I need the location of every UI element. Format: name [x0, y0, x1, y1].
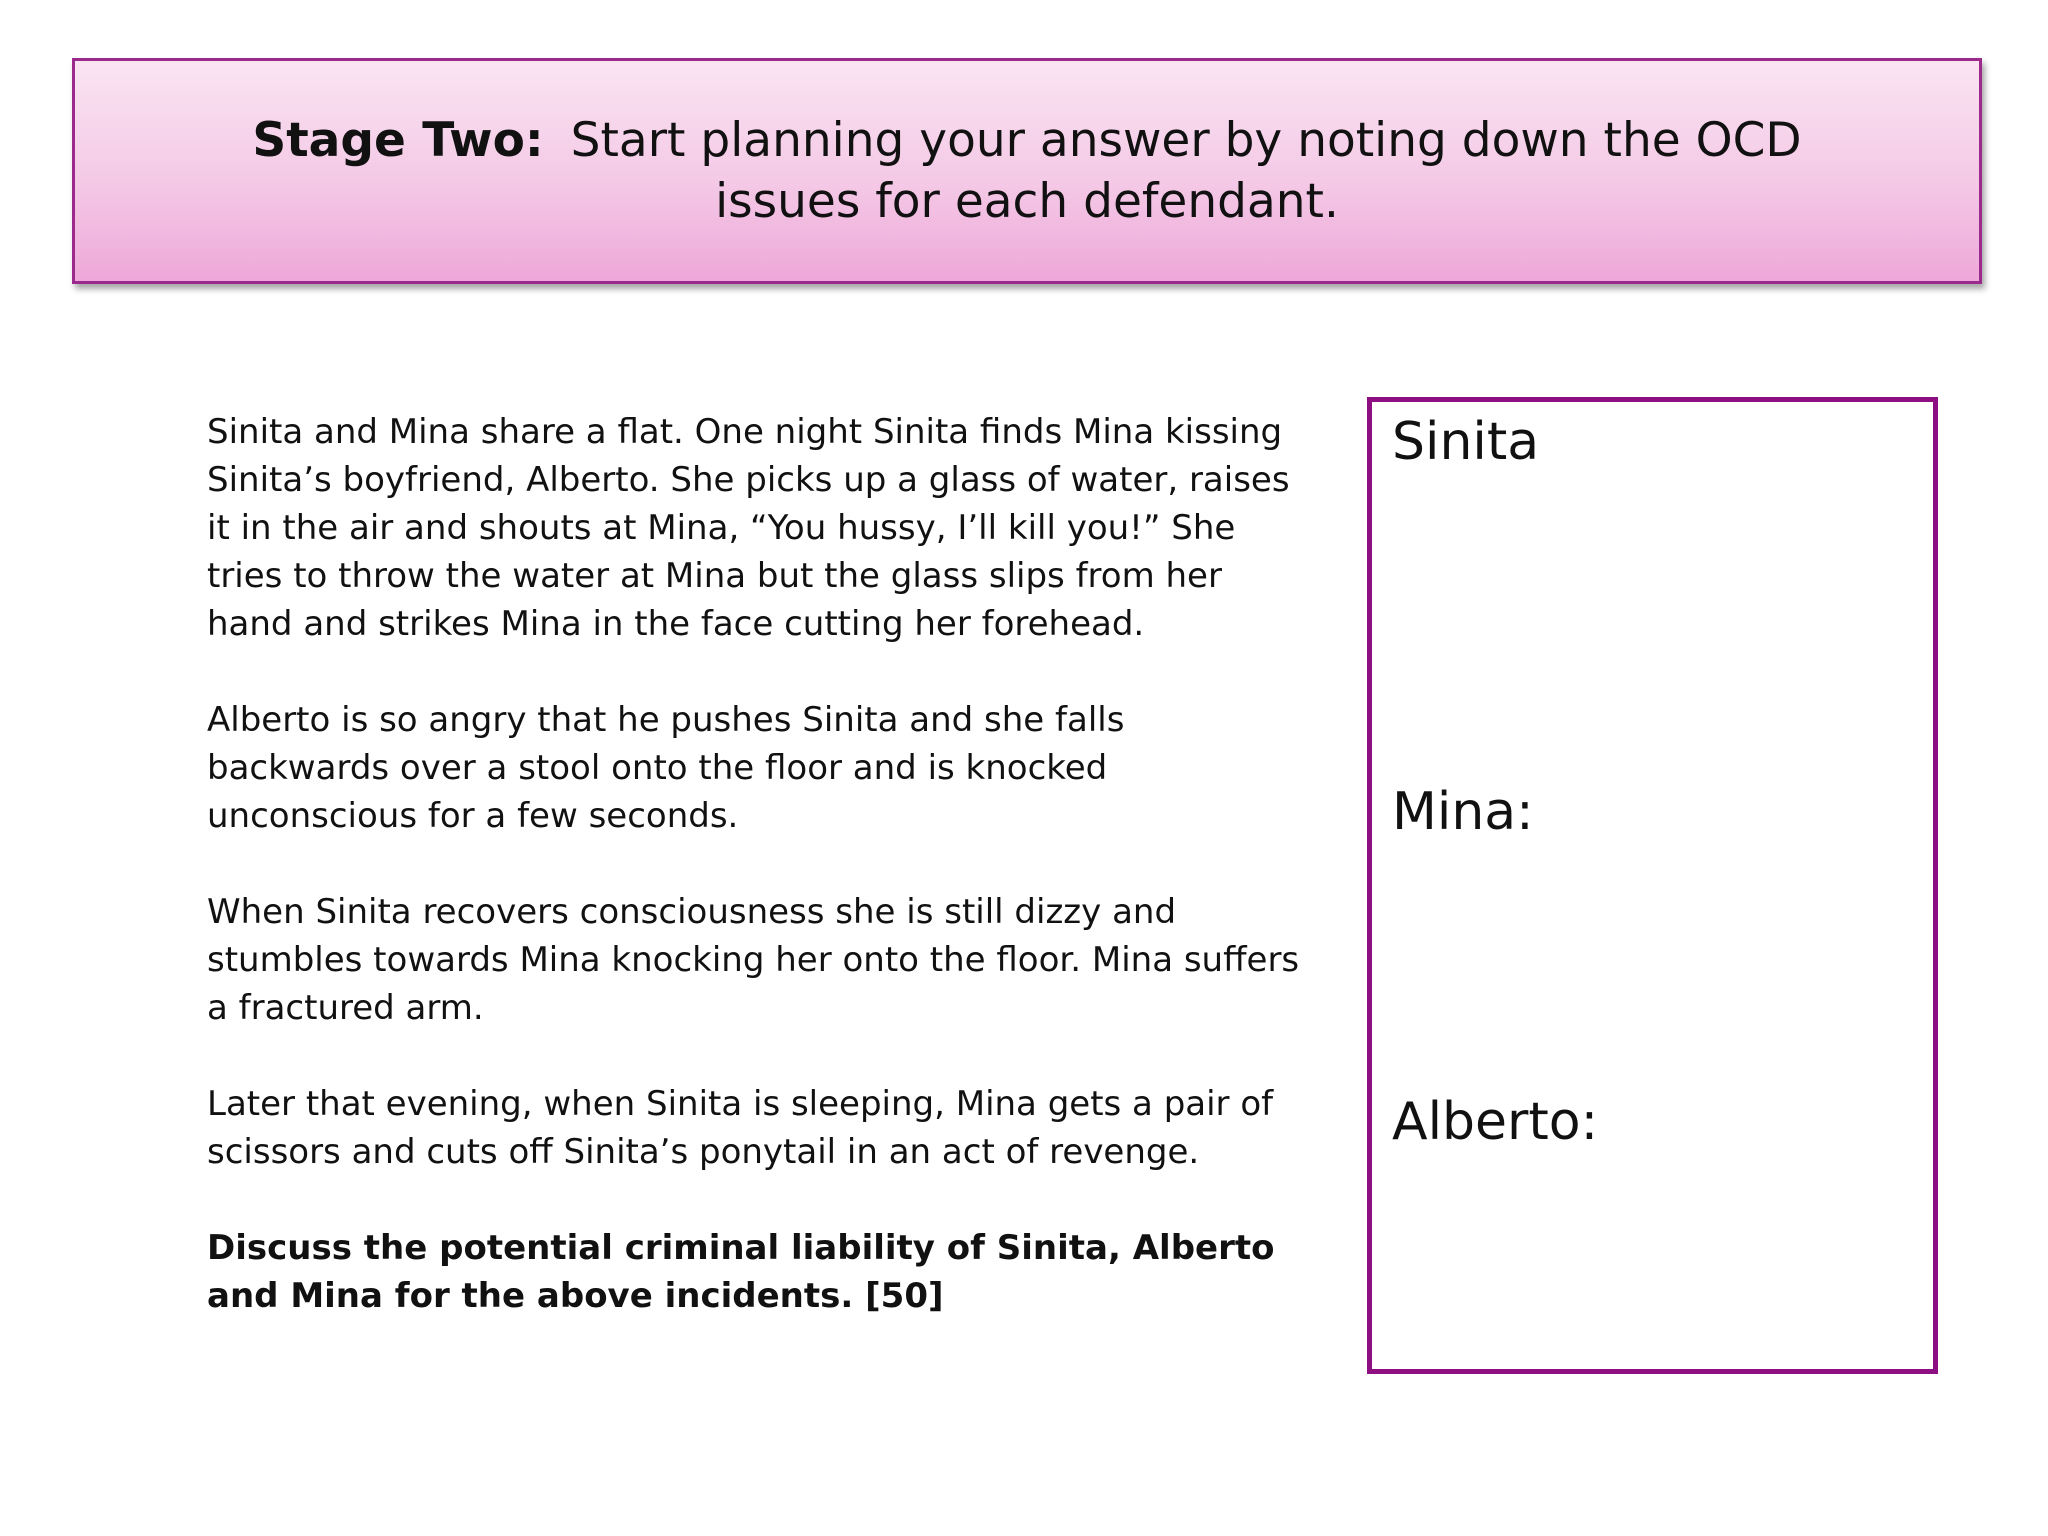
sinita-label: Sinita: [1392, 412, 1540, 472]
scenario-paragraph-3: When Sinita recovers consciousness she is still dizzy and stumbles towards Mina knocking her onto the floor. Mina suffers a fractured arm.: [207, 892, 1300, 1028]
scenario-paragraph-1: Sinita and Mina share a flat. One night Sinita finds Mina kissing Sinita’s boyfriend, Alberto. She picks up a glass of water, raises it in the air and shouts at Mina, “You hussy, I’ll kill you!” She tries to throw the water at Mina but the glass slips from her hand and strikes Mina in the face cutting her forehead.: [207, 412, 1290, 644]
scenario-paragraph-2: Alberto is so angry that he pushes Sinita and she falls backwards over a stool onto the floor and is knocked unconscious for a few seconds.: [207, 700, 1125, 836]
header-banner: [72, 58, 1982, 284]
mina-label: Mina:: [1392, 782, 1534, 842]
alberto-label: Alberto:: [1392, 1092, 1599, 1152]
stage-title: Stage Two:: [252, 113, 544, 168]
scenario-paragraph-4: Later that evening, when Sinita is sleeping, Mina gets a pair of scissors and cuts off Sinita’s ponytail in an act of revenge.: [207, 1084, 1274, 1172]
scenario-text: [207, 408, 1307, 1368]
exam-question: Discuss the potential criminal liability of Sinita, Alberto and Mina for the above incidents. [50]: [207, 1228, 1275, 1316]
header-text: [185, 110, 1869, 232]
stage-instruction: Start planning your answer by noting down the OCD issues for each defendant.: [570, 113, 1802, 229]
notes-answer-box: [1367, 397, 1938, 1374]
